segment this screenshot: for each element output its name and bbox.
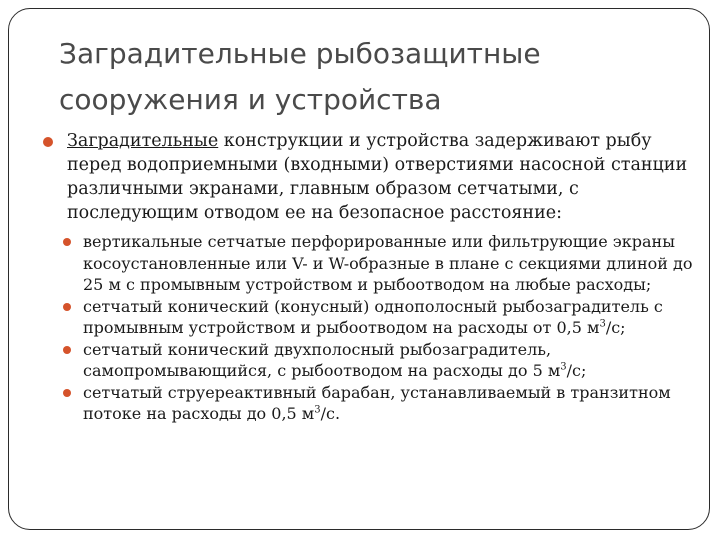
main-point-text: конструкции и устройства задерживают рыбу перед водоприемными (входными) отверстиями насосной станции различными экранами, главным образом сетчатыми, с последующим отводом ее на безопасное расстояние: xyxy=(67,131,688,223)
title-line-2: сооружения и устройства xyxy=(59,83,442,116)
sub-point-2-unit: /с; xyxy=(605,318,626,337)
slide-frame xyxy=(8,8,710,530)
bullet-icon xyxy=(63,346,71,354)
sub-bullet-3 xyxy=(63,339,693,382)
slide-content xyxy=(43,129,693,425)
sub-point-2-sup: 3 xyxy=(599,318,606,330)
sub-point-4-unit: /с. xyxy=(320,404,341,423)
sub-point-3-sup: 3 xyxy=(560,361,567,373)
sub-bullet-2 xyxy=(63,296,693,339)
bullet-icon xyxy=(43,137,53,147)
sub-point-1-text: вертикальные сетчатые перфорированные или фильтрующие экраны косоустановленные или V- и W-образные в плане с секциями длиной до 25 м с промывным устройством и рыбоотводом на любые расходы; xyxy=(83,232,693,294)
sub-point-2-text: сетчатый конический (конусный) однополосный рыбозаградитель с промывным устройством и рыбоотводом на расходы от 0,5 м xyxy=(83,296,663,337)
bullet-icon xyxy=(63,389,71,397)
sub-point-3-unit: /с; xyxy=(566,361,587,380)
sub-point-3-text: сетчатый конический двухполосный рыбозаградитель, самопромывающийся, с рыбоотводом на расходы до 5 м xyxy=(83,339,561,380)
main-point-lead: Заградительные xyxy=(67,131,219,151)
main-bullet-point xyxy=(43,129,693,225)
slide-title xyxy=(59,31,659,123)
sub-bullet-4 xyxy=(63,382,693,425)
bullet-icon xyxy=(63,303,71,311)
title-line-1: Заградительные рыбозащитные xyxy=(59,37,541,70)
sub-point-4-text: сетчатый струереактивный барабан, устанавливаемый в транзитном потоке на расходы до 0,5 м xyxy=(83,382,671,423)
bullet-icon xyxy=(63,238,71,246)
sub-point-4-sup: 3 xyxy=(314,404,321,416)
sub-bullet-1 xyxy=(63,231,693,296)
